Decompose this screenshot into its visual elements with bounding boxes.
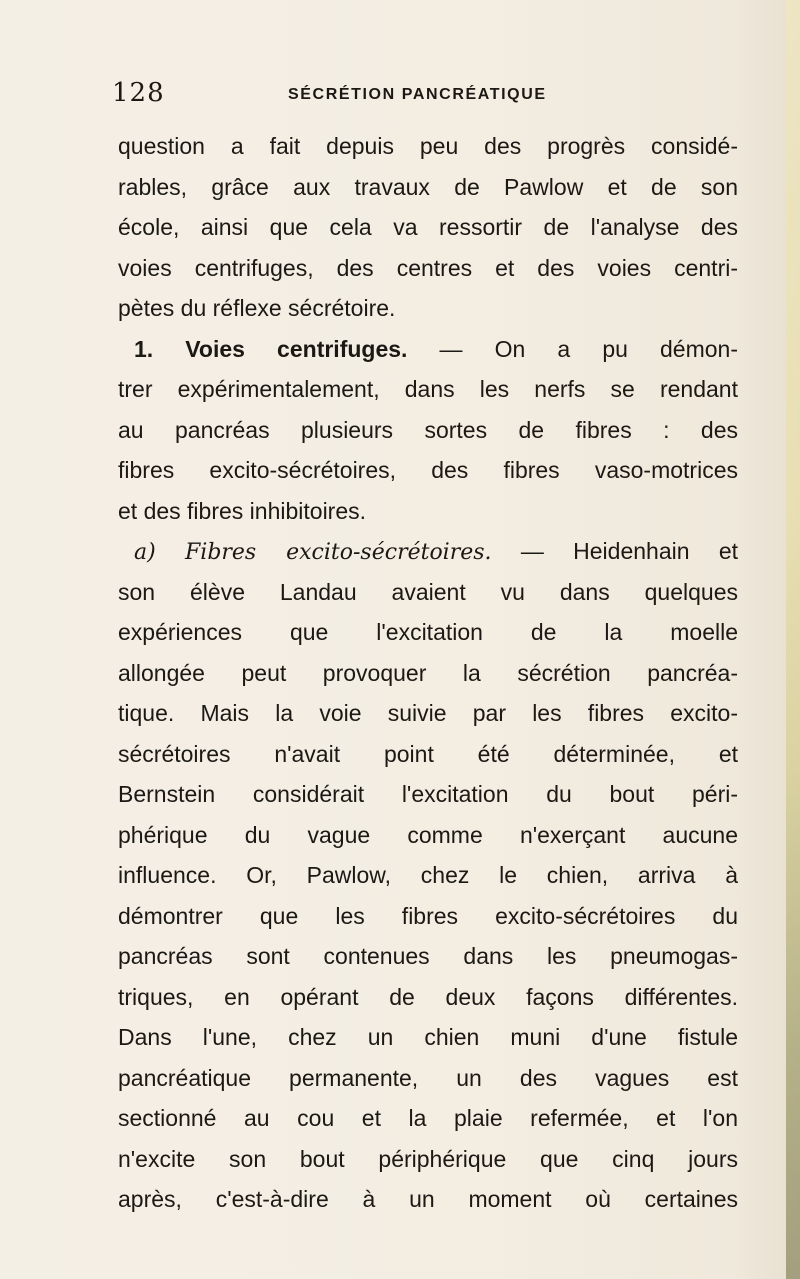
section-number: 1. xyxy=(134,335,154,362)
text-line: trer expérimentalement, dans les nerfs se rendant xyxy=(118,376,738,402)
page-number: 128 xyxy=(112,78,165,108)
text-line: Bernstein considérait l'excitation du bout péri- xyxy=(118,781,738,807)
text-line: pancréatique permanente, un des vagues est xyxy=(118,1064,738,1091)
text-line: pètes du réflexe sécrétoire. xyxy=(118,295,396,321)
section-heading-rest: — On a pu démon- xyxy=(439,335,738,362)
running-title: SÉCRÉTION PANCRÉATIQUE xyxy=(288,86,547,103)
section-heading-line xyxy=(118,329,738,370)
text-line: influence. Or, Pawlow, chez le chien, arriva à xyxy=(118,862,738,888)
text-line: rables, grâce aux travaux de Pawlow et de son xyxy=(118,173,738,200)
text-line: triques, en opérant de deux façons différentes. xyxy=(118,983,738,1010)
text-line: après, c'est-à-dire à un moment où certaines xyxy=(118,1186,738,1212)
subsection-heading: Fibres excito-sécrétoires. xyxy=(185,540,492,565)
text-line: voies centrifuges, des centres et des voies centri- xyxy=(118,254,738,281)
text-line: et des fibres inhibitoires. xyxy=(118,497,367,524)
subsection-heading-line xyxy=(118,531,738,572)
text-line: Dans l'une, chez un chien muni d'une fistule xyxy=(118,1024,738,1050)
text-line: allongée peut provoquer la sécrétion pancréa- xyxy=(118,659,738,686)
text-line: pancréas sont contenues dans les pneumogas- xyxy=(118,943,738,969)
section-heading: Voies centrifuges. xyxy=(185,335,408,362)
subsection-heading-rest: — Heidenhain et xyxy=(520,538,739,564)
text-line: expériences que l'excitation de la moelle xyxy=(118,619,738,645)
subsection-label: a) xyxy=(134,540,156,565)
body-text xyxy=(118,126,738,1220)
text-line: sectionné au cou et la plaie refermée, et l'on xyxy=(118,1105,738,1131)
text-line: phérique du vague comme n'exerçant aucune xyxy=(118,821,738,848)
running-head xyxy=(112,78,732,114)
text-line: fibres excito-sécrétoires, des fibres vaso-motrices xyxy=(118,457,738,483)
text-line: école, ainsi que cela va ressortir de l'analyse des xyxy=(118,214,738,240)
text-line: sécrétoires n'avait point été déterminée, et xyxy=(118,740,738,767)
text-line: son élève Landau avaient vu dans quelques xyxy=(118,578,738,605)
text-line: tique. Mais la voie suivie par les fibres excito- xyxy=(118,700,738,726)
text-line: question a fait depuis peu des progrès considé- xyxy=(118,133,738,159)
text-line: démontrer que les fibres excito-sécrétoires du xyxy=(118,902,738,929)
page-edge xyxy=(786,0,800,1279)
text-line: n'excite son bout périphérique que cinq jours xyxy=(118,1145,738,1172)
text-line: au pancréas plusieurs sortes de fibres : des xyxy=(118,416,738,443)
